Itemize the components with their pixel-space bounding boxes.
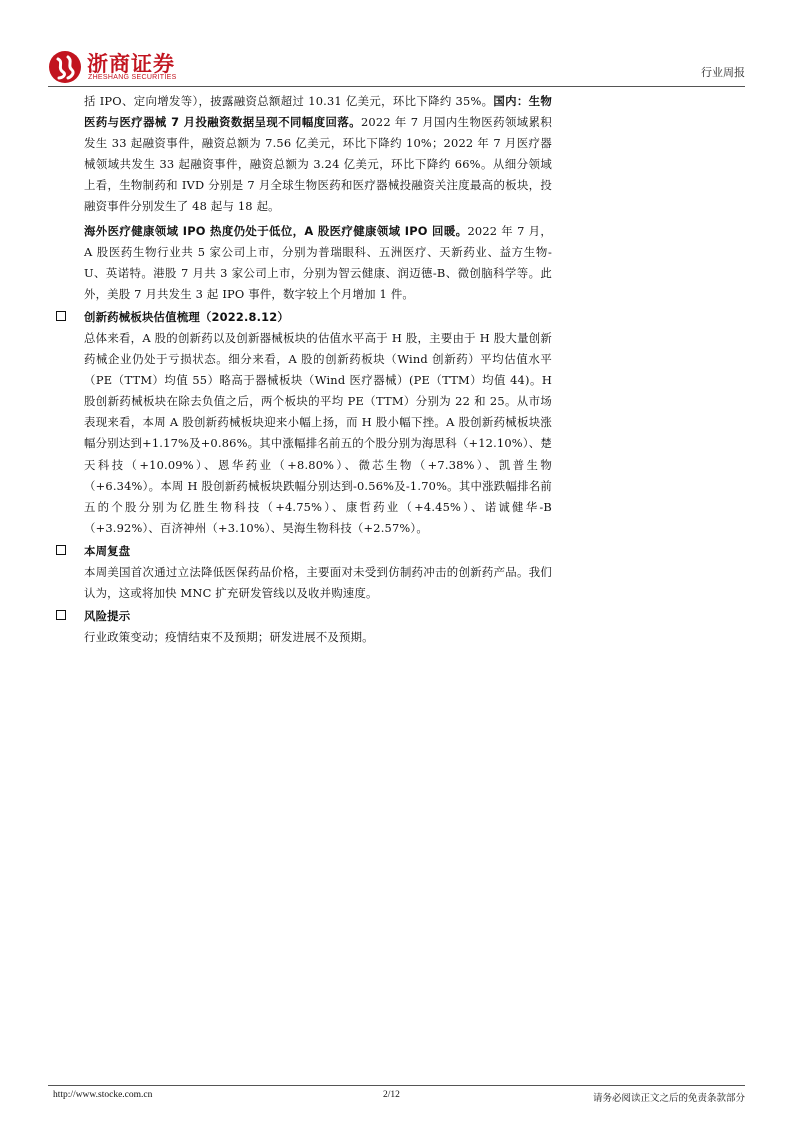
- section-heading-valuation: [84, 306, 552, 328]
- section-text-risk: 行业政策变动；疫情结束不及预期；研发进展不及预期。: [84, 630, 374, 645]
- paragraph-financing: [84, 91, 552, 218]
- section-text-review: 本周美国首次通过立法降低医保药品价格，主要面对未受到仿制药冲击的创新药产品。我们认为，这或将加快 MNC 扩充研发管线以及收并购速度。: [84, 564, 552, 600]
- section-title: 本周复盘: [84, 543, 131, 558]
- square-bullet-icon: [56, 545, 66, 555]
- footer-rule: [48, 1085, 745, 1086]
- section-title: 创新药械板块估值梳理（2022.8.12）: [84, 309, 290, 324]
- paragraph-text: 括 IPO、定向增发等），披露融资总额超过 10.31 亿美元，环比下降约 35%。: [84, 94, 494, 108]
- paragraph-ipo: [84, 221, 552, 305]
- footer-website-link[interactable]: http://www.stocke.com.cn: [53, 1090, 153, 1100]
- paragraph-text: 2022 年 7 月国内生物医药领域累积发生 33 起融资事件，融资总额为 7.56 亿美元，环比下降约 10%；2022 年 7 月医疗器械领域共发生 33 起融资事件，融资总额为 3.24 亿美元，环比下降约 66%。从细分领域上看，生物制药和 IVD 分别是 7 月全球生物医药和医疗器械投融资关注度最高的板块，投融资事件分别发生了 48 起与 18 起。: [84, 115, 552, 214]
- report-type-label: 行业周报: [701, 66, 745, 79]
- logo-english-name: ZHESHANG SECURITIES: [88, 74, 177, 81]
- square-bullet-icon: [56, 610, 66, 620]
- paragraph-text: 2022 年 7 月，A 股医药生物行业共 5 家公司上市，分别为普瑞眼科、五洲医疗、天新药业、益方生物-U、英诺特。港股 7 月共 3 家公司上市，分别为智云健康、润迈德-B、微创脑科学等。此外，美股 7 月共发生 3 起 IPO 事件，数字较上个月增加 1 件。: [84, 223, 552, 301]
- section-heading-risk: [84, 605, 552, 627]
- header-rule: [48, 86, 745, 87]
- paragraph-bold-lead: 国内：生物医药与医疗器械 7 月投融资数据呈现不同幅度回落。: [84, 94, 552, 130]
- section-title: 风险提示: [84, 609, 131, 624]
- zheshang-logo-icon: [48, 50, 82, 84]
- page-header: [48, 40, 745, 84]
- section-heading-review: [84, 540, 552, 562]
- square-bullet-icon: [56, 311, 66, 321]
- page-number: 2/12: [383, 1090, 400, 1100]
- footer-disclaimer: 请务必阅读正文之后的免责条款部分: [592, 1093, 745, 1104]
- section-text-valuation: 总体来看，A 股的创新药以及创新器械板块的估值水平高于 H 股，主要由于 H 股大量创新药械企业仍处于亏损状态。细分来看，A 股的创新药板块（Wind 创新药）平均估值水平（PE（TTM）均值 55）略高于器械板块（Wind 医疗器械）(PE（TTM）均值 44)。H 股创新药械板块在除去负值之后，两个板块的平均 PE（TTM）分别为 22 和 25。从市场表现来看，本周 A 股创新药械板块迎来小幅上扬，而 H 股小幅下挫。A 股创新药械板块涨幅分别达到+1.17%及+0.86%。其中涨幅排名前五的个股分别为海思科（+12.10%）、楚天科技（+10.09%）、恩华药业（+8.80%）、微芯生物（+7.38%）、凯普生物（+6.34%）。本周 H 股创新药械板块跌幅分别达到-0.56%及-1.70%。其中涨跌幅排名前五的个股分别为亿胜生物科技（+4.75%）、康哲药业（+4.45%）、诺诚健华-B（+3.92%）、百济神州（+3.10%）、昊海生物科技（+2.57%）。: [84, 330, 552, 535]
- report-body: [84, 91, 552, 648]
- logo-chinese-name: 浙商证券: [87, 52, 175, 76]
- paragraph-bold-lead: 海外医疗健康领域 IPO 热度仍处于低位，A 股医疗健康领域 IPO 回暖。: [84, 223, 468, 238]
